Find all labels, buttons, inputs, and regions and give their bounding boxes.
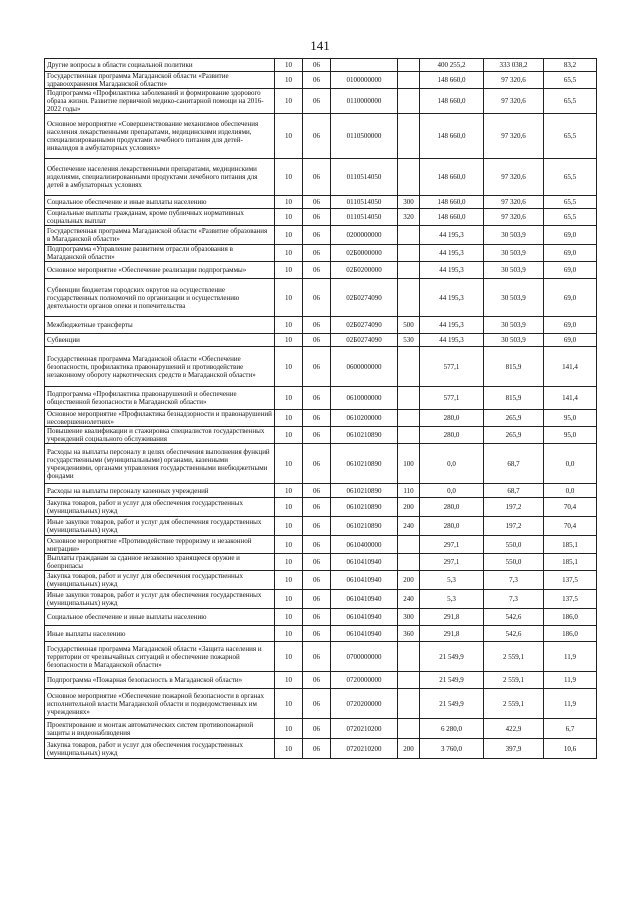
cell-subsection: 06 [303, 672, 331, 689]
cell-percent: 141,4 [544, 347, 597, 387]
cell-expense-type: 240 [398, 590, 420, 609]
cell-planned: 5,3 [420, 590, 484, 609]
cell-executed: 197,2 [484, 498, 544, 517]
cell-name: Расходы на выплаты персоналу в целях обеспечения выполнения функций государственными (муниципальными) органами, казенными учреждениями, органами управления государственными внебюджетными фондами [45, 444, 275, 484]
cell-section: 10 [275, 410, 303, 427]
cell-subsection: 06 [303, 72, 331, 89]
table-body [45, 59, 597, 759]
cell-name: Иные выплаты населению [45, 626, 275, 642]
cell-name: Выплаты гражданам за сданное незаконно хранящееся оружие и боеприпасы [45, 554, 275, 571]
cell-subsection: 06 [303, 689, 331, 719]
cell-percent: 141,4 [544, 387, 597, 410]
cell-target-article: 0720000000 [331, 672, 398, 689]
table-row [45, 334, 597, 347]
cell-percent: 65,5 [544, 159, 597, 196]
cell-executed: 7,3 [484, 590, 544, 609]
cell-subsection: 06 [303, 89, 331, 114]
cell-planned: 44 195,3 [420, 317, 484, 334]
cell-subsection: 06 [303, 427, 331, 444]
cell-name: Подпрограмма «Пожарная безопасность в Магаданской области» [45, 672, 275, 689]
cell-planned: 44 195,3 [420, 334, 484, 347]
cell-section: 10 [275, 347, 303, 387]
cell-target-article: 02Б0274090 [331, 279, 398, 317]
cell-section: 10 [275, 609, 303, 626]
cell-planned: 148 660,0 [420, 72, 484, 89]
table-row [45, 226, 597, 245]
cell-planned: 6 280,0 [420, 719, 484, 739]
cell-executed: 550,0 [484, 554, 544, 571]
cell-percent: 11,9 [544, 689, 597, 719]
cell-expense-type: 300 [398, 196, 420, 209]
cell-target-article: 0200000000 [331, 226, 398, 245]
table-row [45, 89, 597, 114]
cell-section: 10 [275, 209, 303, 226]
cell-percent: 95,0 [544, 427, 597, 444]
cell-subsection: 06 [303, 262, 331, 279]
cell-planned: 44 195,3 [420, 226, 484, 245]
cell-section: 10 [275, 642, 303, 672]
cell-percent: 11,9 [544, 642, 597, 672]
cell-section: 10 [275, 554, 303, 571]
cell-section: 10 [275, 334, 303, 347]
cell-section: 10 [275, 262, 303, 279]
cell-subsection: 06 [303, 59, 331, 72]
table-row [45, 387, 597, 410]
cell-percent: 186,0 [544, 609, 597, 626]
cell-target-article: 0610410940 [331, 590, 398, 609]
cell-section: 10 [275, 498, 303, 517]
cell-subsection: 06 [303, 245, 331, 262]
cell-section: 10 [275, 689, 303, 719]
table-row [45, 59, 597, 72]
cell-executed: 2 559,1 [484, 689, 544, 719]
cell-executed: 30 503,9 [484, 245, 544, 262]
cell-subsection: 06 [303, 719, 331, 739]
cell-section: 10 [275, 89, 303, 114]
cell-subsection: 06 [303, 334, 331, 347]
cell-planned: 21 549,9 [420, 689, 484, 719]
table-row [45, 317, 597, 334]
cell-percent: 11,9 [544, 672, 597, 689]
cell-percent: 70,4 [544, 517, 597, 536]
cell-name: Подпрограмма «Профилактика правонарушений и обеспечение общественной безопасности в Магаданской области» [45, 387, 275, 410]
cell-planned: 400 255,2 [420, 59, 484, 72]
cell-name: Государственная программа Магаданской области «Защита населения и территории от чрезвычайных ситуаций и обеспечение пожарной безопасности в Магаданской области» [45, 642, 275, 672]
cell-name: Повышение квалификации и стажировка специалистов государственных учреждений социального обслуживания [45, 427, 275, 444]
cell-planned: 280,0 [420, 517, 484, 536]
cell-name: Социальное обеспечение и иные выплаты населению [45, 609, 275, 626]
cell-section: 10 [275, 739, 303, 759]
cell-executed: 2 559,1 [484, 672, 544, 689]
cell-planned: 44 195,3 [420, 279, 484, 317]
cell-expense-type: 110 [398, 484, 420, 498]
cell-planned: 297,1 [420, 536, 484, 554]
cell-expense-type [398, 719, 420, 739]
cell-expense-type [398, 226, 420, 245]
cell-percent: 185,1 [544, 554, 597, 571]
budget-table [44, 58, 597, 759]
cell-expense-type: 200 [398, 739, 420, 759]
cell-planned: 5,3 [420, 571, 484, 590]
cell-section: 10 [275, 72, 303, 89]
cell-executed: 68,7 [484, 444, 544, 484]
table-row [45, 626, 597, 642]
cell-name: Государственная программа Магаданской области «Развитие образования в Магаданской области» [45, 226, 275, 245]
cell-percent: 137,5 [544, 571, 597, 590]
cell-subsection: 06 [303, 517, 331, 536]
cell-percent: 65,5 [544, 72, 597, 89]
cell-subsection: 06 [303, 347, 331, 387]
cell-name: Подпрограмма «Управление развитием отрасли образования в Магаданской области» [45, 245, 275, 262]
cell-expense-type [398, 59, 420, 72]
cell-expense-type [398, 159, 420, 196]
cell-percent: 69,0 [544, 334, 597, 347]
cell-percent: 83,2 [544, 59, 597, 72]
cell-subsection: 06 [303, 554, 331, 571]
cell-planned: 577,1 [420, 347, 484, 387]
cell-section: 10 [275, 719, 303, 739]
table-row [45, 196, 597, 209]
table-row [45, 72, 597, 89]
cell-target-article: 0610410940 [331, 571, 398, 590]
cell-planned: 148 660,0 [420, 159, 484, 196]
cell-executed: 97 320,6 [484, 89, 544, 114]
table-row [45, 427, 597, 444]
cell-expense-type: 500 [398, 317, 420, 334]
cell-section: 10 [275, 517, 303, 536]
table-row [45, 444, 597, 484]
cell-section: 10 [275, 59, 303, 72]
cell-planned: 280,0 [420, 498, 484, 517]
cell-target-article: 0610410940 [331, 609, 398, 626]
cell-planned: 44 195,3 [420, 262, 484, 279]
cell-expense-type [398, 689, 420, 719]
cell-planned: 0,0 [420, 484, 484, 498]
cell-expense-type [398, 114, 420, 159]
cell-section: 10 [275, 159, 303, 196]
cell-planned: 297,1 [420, 554, 484, 571]
table-row [45, 410, 597, 427]
cell-percent: 0,0 [544, 484, 597, 498]
cell-subsection: 06 [303, 226, 331, 245]
cell-target-article: 0110000000 [331, 89, 398, 114]
cell-percent: 70,4 [544, 498, 597, 517]
cell-percent: 95,0 [544, 410, 597, 427]
cell-section: 10 [275, 245, 303, 262]
cell-expense-type [398, 427, 420, 444]
cell-planned: 21 549,9 [420, 642, 484, 672]
cell-target-article: 0110514050 [331, 196, 398, 209]
cell-executed: 265,9 [484, 410, 544, 427]
cell-section: 10 [275, 672, 303, 689]
cell-expense-type: 200 [398, 571, 420, 590]
table-row [45, 347, 597, 387]
cell-section: 10 [275, 590, 303, 609]
table-row [45, 498, 597, 517]
cell-percent: 69,0 [544, 279, 597, 317]
table-row [45, 262, 597, 279]
cell-section: 10 [275, 571, 303, 590]
cell-expense-type [398, 279, 420, 317]
cell-name: Межбюджетные трансферты [45, 317, 275, 334]
cell-percent: 185,1 [544, 536, 597, 554]
cell-section: 10 [275, 427, 303, 444]
cell-subsection: 06 [303, 739, 331, 759]
cell-planned: 280,0 [420, 427, 484, 444]
cell-name: Основное мероприятие «Обеспечение пожарной безопасности в органах исполнительной власти Магаданской области и подведомственных им учреждениях» [45, 689, 275, 719]
cell-expense-type [398, 536, 420, 554]
cell-planned: 148 660,0 [420, 209, 484, 226]
cell-name: Подпрограмма «Профилактика заболеваний и формирование здорового образа жизни. Развитие первичной медико-санитарной помощи на 2016-2022 годы» [45, 89, 275, 114]
cell-executed: 7,3 [484, 571, 544, 590]
cell-expense-type [398, 72, 420, 89]
cell-planned: 577,1 [420, 387, 484, 410]
cell-subsection: 06 [303, 484, 331, 498]
cell-name: Социальное обеспечение и иные выплаты населению [45, 196, 275, 209]
cell-target-article: 0600000000 [331, 347, 398, 387]
cell-name: Основное мероприятие «Обеспечение реализации подпрограммы» [45, 262, 275, 279]
cell-subsection: 06 [303, 114, 331, 159]
cell-executed: 30 503,9 [484, 317, 544, 334]
cell-executed: 265,9 [484, 427, 544, 444]
cell-target-article: 0610210890 [331, 427, 398, 444]
cell-percent: 65,5 [544, 196, 597, 209]
cell-planned: 3 760,0 [420, 739, 484, 759]
cell-planned: 291,8 [420, 626, 484, 642]
cell-name: Закупка товаров, работ и услуг для обеспечения государственных (муниципальных) нужд [45, 739, 275, 759]
cell-name: Иные закупки товаров, работ и услуг для обеспечения государственных (муниципальных) нужд [45, 590, 275, 609]
cell-name: Основное мероприятие «Противодействие терроризму и незаконной миграции» [45, 536, 275, 554]
cell-subsection: 06 [303, 410, 331, 427]
cell-planned: 280,0 [420, 410, 484, 427]
cell-expense-type [398, 642, 420, 672]
cell-expense-type [398, 387, 420, 410]
cell-percent: 69,0 [544, 262, 597, 279]
cell-executed: 97 320,6 [484, 209, 544, 226]
cell-name: Закупка товаров, работ и услуг для обеспечения государственных (муниципальных) нужд [45, 571, 275, 590]
cell-section: 10 [275, 536, 303, 554]
cell-target-article: 0610210890 [331, 444, 398, 484]
cell-executed: 2 559,1 [484, 642, 544, 672]
cell-executed: 30 503,9 [484, 279, 544, 317]
cell-target-article: 0720200000 [331, 689, 398, 719]
cell-subsection: 06 [303, 317, 331, 334]
cell-percent: 69,0 [544, 245, 597, 262]
cell-expense-type [398, 89, 420, 114]
table-row [45, 554, 597, 571]
cell-subsection: 06 [303, 159, 331, 196]
table-row [45, 609, 597, 626]
cell-subsection: 06 [303, 642, 331, 672]
table-row [45, 245, 597, 262]
table-row [45, 739, 597, 759]
cell-expense-type: 200 [398, 498, 420, 517]
cell-target-article: 0110514050 [331, 209, 398, 226]
table-row [45, 159, 597, 196]
cell-subsection: 06 [303, 571, 331, 590]
cell-executed: 422,9 [484, 719, 544, 739]
cell-target-article: 02Б0000000 [331, 245, 398, 262]
cell-section: 10 [275, 196, 303, 209]
cell-executed: 397,9 [484, 739, 544, 759]
cell-executed: 815,9 [484, 387, 544, 410]
cell-name: Основное мероприятие «Профилактика безнадзорности и правонарушений несовершеннолетних» [45, 410, 275, 427]
cell-target-article: 0720210200 [331, 719, 398, 739]
cell-subsection: 06 [303, 498, 331, 517]
cell-percent: 137,5 [544, 590, 597, 609]
cell-section: 10 [275, 484, 303, 498]
cell-expense-type [398, 262, 420, 279]
cell-percent: 65,5 [544, 209, 597, 226]
cell-expense-type: 100 [398, 444, 420, 484]
cell-target-article: 0610210890 [331, 498, 398, 517]
cell-name: Основное мероприятие «Совершенствование механизмов обеспечения населения лекарственными препаратами, медицинскими изделиями, специализированными продуктами лечебного питания для детей-инвалидов в амбулаторных условиях» [45, 114, 275, 159]
cell-name: Проектирование и монтаж автоматических систем противопожарной защиты и видеонаблюдения [45, 719, 275, 739]
cell-expense-type [398, 347, 420, 387]
cell-percent: 65,5 [544, 89, 597, 114]
cell-section: 10 [275, 387, 303, 410]
cell-executed: 542,6 [484, 626, 544, 642]
cell-executed: 30 503,9 [484, 226, 544, 245]
cell-percent: 186,0 [544, 626, 597, 642]
cell-executed: 68,7 [484, 484, 544, 498]
cell-executed: 97 320,6 [484, 159, 544, 196]
cell-name: Субвенции [45, 334, 275, 347]
cell-subsection: 06 [303, 609, 331, 626]
cell-executed: 550,0 [484, 536, 544, 554]
table-row [45, 536, 597, 554]
cell-percent: 6,7 [544, 719, 597, 739]
cell-target-article: 02Б0274090 [331, 334, 398, 347]
cell-expense-type: 320 [398, 209, 420, 226]
cell-expense-type [398, 410, 420, 427]
cell-planned: 148 660,0 [420, 114, 484, 159]
cell-target-article: 0610000000 [331, 387, 398, 410]
cell-target-article: 0720210200 [331, 739, 398, 759]
cell-expense-type: 300 [398, 609, 420, 626]
cell-expense-type [398, 554, 420, 571]
cell-name: Закупка товаров, работ и услуг для обеспечения государственных (муниципальных) нужд [45, 498, 275, 517]
cell-name: Субвенции бюджетам городских округов на осуществление государственных полномочий по организации и осуществлению деятельности органов опеки и попечительства [45, 279, 275, 317]
cell-target-article: 02Б0200000 [331, 262, 398, 279]
cell-expense-type: 530 [398, 334, 420, 347]
cell-name: Социальные выплаты гражданам, кроме публичных нормативных социальных выплат [45, 209, 275, 226]
cell-target-article: 0700000000 [331, 642, 398, 672]
table-row [45, 484, 597, 498]
cell-section: 10 [275, 317, 303, 334]
cell-planned: 148 660,0 [420, 89, 484, 114]
cell-target-article: 0610410940 [331, 626, 398, 642]
cell-section: 10 [275, 279, 303, 317]
cell-executed: 30 503,9 [484, 334, 544, 347]
cell-name: Обеспечение населения лекарственными препаратами, медицинскими изделиями, специализированными продуктами лечебного питания для детей в амбулаторных условиях [45, 159, 275, 196]
cell-name: Иные закупки товаров, работ и услуг для обеспечения государственных (муниципальных) нужд [45, 517, 275, 536]
cell-executed: 97 320,6 [484, 114, 544, 159]
cell-subsection: 06 [303, 536, 331, 554]
cell-percent: 65,5 [544, 114, 597, 159]
table-row [45, 719, 597, 739]
table-row [45, 279, 597, 317]
cell-target-article: 0610410940 [331, 554, 398, 571]
cell-executed: 333 038,2 [484, 59, 544, 72]
cell-percent: 69,0 [544, 317, 597, 334]
cell-percent: 10,6 [544, 739, 597, 759]
cell-planned: 21 549,9 [420, 672, 484, 689]
cell-target-article: 0110500000 [331, 114, 398, 159]
cell-expense-type: 360 [398, 626, 420, 642]
cell-target-article: 0610210890 [331, 517, 398, 536]
cell-section: 10 [275, 114, 303, 159]
cell-planned: 148 660,0 [420, 196, 484, 209]
table-row [45, 571, 597, 590]
cell-executed: 542,6 [484, 609, 544, 626]
cell-name: Другие вопросы в области социальной политики [45, 59, 275, 72]
cell-subsection: 06 [303, 209, 331, 226]
cell-target-article: 0610200000 [331, 410, 398, 427]
cell-executed: 30 503,9 [484, 262, 544, 279]
cell-executed: 815,9 [484, 347, 544, 387]
cell-target-article: 0610210890 [331, 484, 398, 498]
cell-target-article: 0110514050 [331, 159, 398, 196]
cell-subsection: 06 [303, 279, 331, 317]
cell-percent: 69,0 [544, 226, 597, 245]
table-row [45, 642, 597, 672]
cell-percent: 0,0 [544, 444, 597, 484]
cell-expense-type [398, 245, 420, 262]
cell-section: 10 [275, 626, 303, 642]
table-row [45, 517, 597, 536]
table-row [45, 590, 597, 609]
cell-subsection: 06 [303, 387, 331, 410]
cell-executed: 197,2 [484, 517, 544, 536]
cell-expense-type: 240 [398, 517, 420, 536]
cell-subsection: 06 [303, 196, 331, 209]
cell-subsection: 06 [303, 590, 331, 609]
cell-section: 10 [275, 444, 303, 484]
cell-expense-type [398, 672, 420, 689]
cell-target-article: 0100000000 [331, 72, 398, 89]
cell-subsection: 06 [303, 626, 331, 642]
cell-name: Государственная программа Магаданской области «Обеспечение безопасности, профилактика правонарушений и противодействие незаконному обороту наркотических средств в Магаданской области» [45, 347, 275, 387]
table-row [45, 689, 597, 719]
cell-executed: 97 320,6 [484, 72, 544, 89]
cell-target-article: 02Б0274090 [331, 317, 398, 334]
cell-name: Расходы на выплаты персоналу казенных учреждений [45, 484, 275, 498]
cell-executed: 97 320,6 [484, 196, 544, 209]
table-row [45, 672, 597, 689]
table-row [45, 114, 597, 159]
cell-name: Государственная программа Магаданской области «Развитие здравоохранения Магаданской области» [45, 72, 275, 89]
cell-target-article [331, 59, 398, 72]
cell-target-article: 0610400000 [331, 536, 398, 554]
cell-planned: 291,8 [420, 609, 484, 626]
cell-subsection: 06 [303, 444, 331, 484]
cell-planned: 44 195,3 [420, 245, 484, 262]
cell-section: 10 [275, 226, 303, 245]
table-row [45, 209, 597, 226]
cell-planned: 0,0 [420, 444, 484, 484]
page-number: 141 [310, 38, 330, 53]
